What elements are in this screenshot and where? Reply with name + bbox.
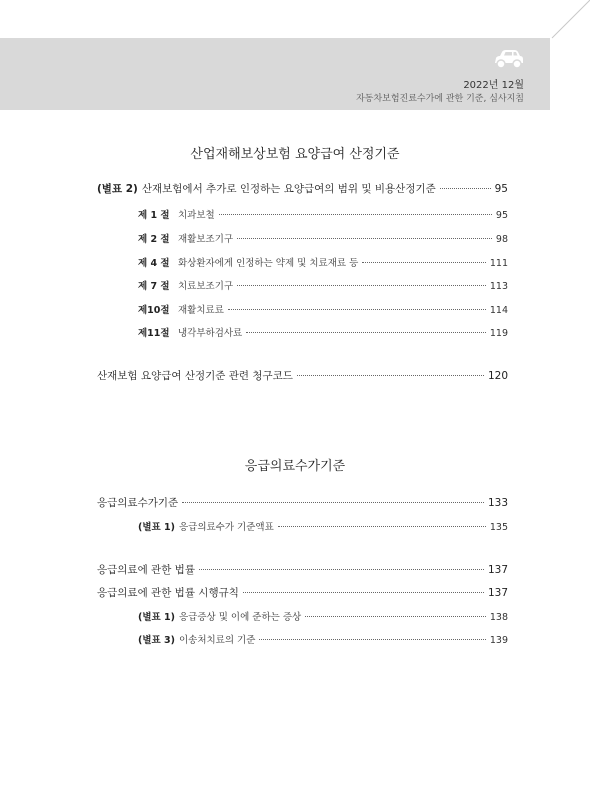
header-subtitle: 자동차보험진료수가에 관한 기준, 심사지침 bbox=[356, 94, 524, 104]
toc-page-number: 113 bbox=[489, 281, 508, 292]
toc-entry-chapter-7[interactable]: 제 7 절 치료보조기구 113 bbox=[138, 281, 508, 292]
toc-page-number: 133 bbox=[487, 497, 508, 509]
toc-page-number: 111 bbox=[489, 258, 508, 269]
toc-entry-chapter-11[interactable]: 제11절 냉각부하검사료 119 bbox=[138, 328, 508, 339]
toc-entry-claim-codes[interactable]: 산재보험 요양급여 산정기준 관련 청구코드 120 bbox=[97, 370, 508, 382]
toc-page-number: 114 bbox=[489, 305, 508, 316]
toc-page-number: 95 bbox=[494, 183, 508, 195]
toc-page-number: 119 bbox=[489, 328, 508, 339]
toc-page-number: 98 bbox=[495, 234, 508, 245]
toc-entry-appendix-2[interactable]: (별표 2) 산재보험에서 추가로 인정하는 요양급여의 범위 및 비용산정기준 95 bbox=[97, 183, 508, 195]
car-icon bbox=[492, 48, 526, 70]
toc-entry-rules-appendix-1[interactable]: (별표 1) 응급증상 및 이에 준하는 증상 138 bbox=[138, 612, 508, 623]
header-date: 2022년 12월 bbox=[463, 80, 524, 91]
toc-page-number: 95 bbox=[495, 210, 508, 221]
toc-page-number: 120 bbox=[487, 370, 508, 382]
section-title-industrial-accident: 산업재해보상보험 요양급여 산정기준 bbox=[190, 147, 400, 162]
toc-entry-chapter-10[interactable]: 제10절 재활치료료 114 bbox=[138, 305, 508, 316]
toc-entry-emergency-fee-standard[interactable]: 응급의료수가기준 133 bbox=[97, 497, 508, 509]
toc-entry-emergency-appendix-1[interactable]: (별표 1) 응급의료수가 기준액표 135 bbox=[138, 522, 508, 533]
toc-entry-chapter-4[interactable]: 제 4 절 화상환자에게 인정하는 약제 및 치료재료 등 111 bbox=[138, 258, 508, 269]
toc-page-number: 139 bbox=[489, 635, 508, 646]
toc-page-number: 135 bbox=[489, 522, 508, 533]
toc-page-number: 137 bbox=[487, 564, 508, 576]
toc-entry-emergency-act[interactable]: 응급의료에 관한 법률 137 bbox=[97, 564, 508, 576]
toc-entry-emergency-act-rules[interactable]: 응급의료에 관한 법률 시행규칙 137 bbox=[97, 587, 508, 599]
page-header bbox=[0, 38, 550, 110]
toc-entry-rules-appendix-3[interactable]: (별표 3) 이송처치료의 기준 139 bbox=[138, 635, 508, 646]
toc-entry-chapter-2[interactable]: 제 2 절 재활보조기구 98 bbox=[138, 234, 508, 245]
toc-page-number: 137 bbox=[487, 587, 508, 599]
section-title-emergency-care: 응급의료수가기준 bbox=[244, 459, 346, 474]
toc-page-number: 138 bbox=[489, 612, 508, 623]
toc-entry-chapter-1[interactable]: 제 1 절 치과보철 95 bbox=[138, 210, 508, 221]
